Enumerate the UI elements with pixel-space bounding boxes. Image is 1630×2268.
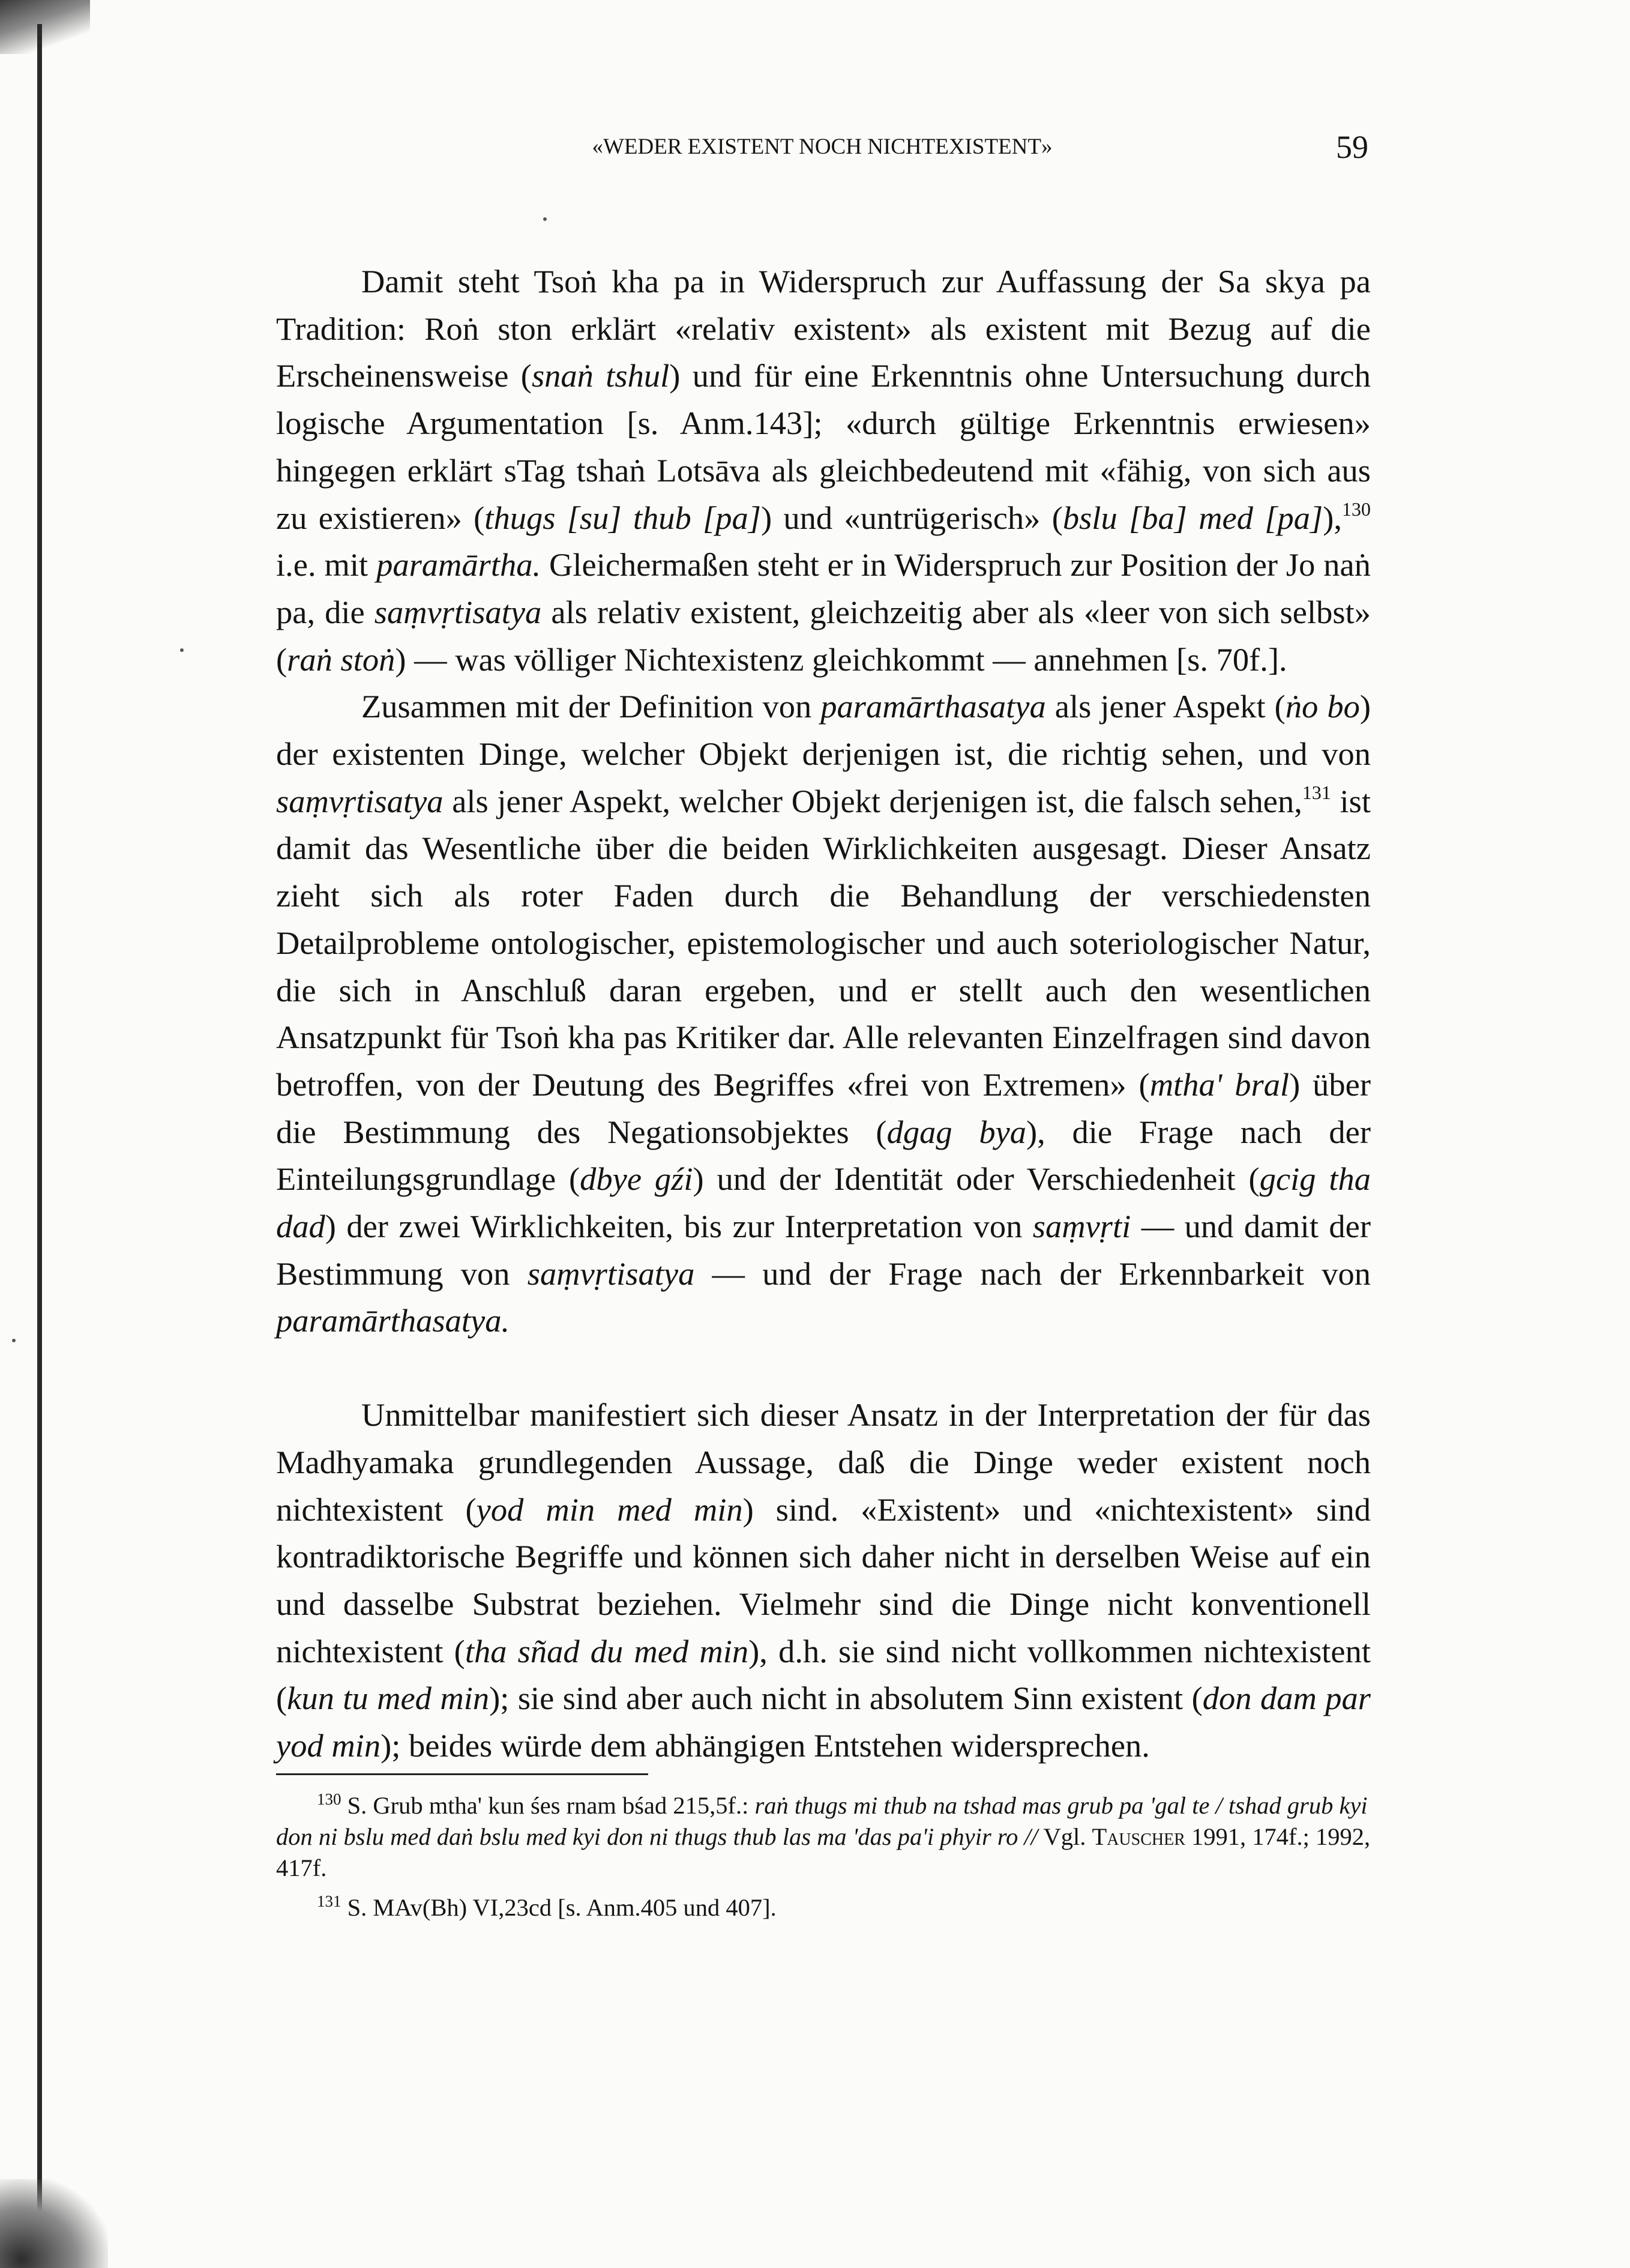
italic-term: tha sñad du med min: [465, 1632, 749, 1669]
text-run: S. MAv(Bh) VI,23cd [s. Anm.405 und 407].: [341, 1894, 777, 1921]
text-run: ), die Frage nach der Einteilungsgrundlage (: [276, 1113, 1371, 1198]
text-run: Vgl.: [1038, 1823, 1092, 1850]
paragraph: [276, 1392, 1371, 1770]
text-run: 1991, 174f.; 1992, 417f.: [276, 1823, 1371, 1881]
text-run: Damit steht Tsoṅ kha pa in Widerspruch zur Auffassung der Sa skya pa Tradition: Roṅ ston erklärt «relativ existent» als existent mit Bezug auf die Erscheinensweise (: [276, 263, 1371, 394]
text-run: ) sind. «Existent» und «nichtexistent» sind kontradiktorische Begriffe und können sich daher nicht in derselben Weise auf ein und dasselbe Substrat beziehen. Vielmehr sind die Dinge nicht konventionell nichtexistent (: [276, 1491, 1371, 1669]
paragraph: [276, 683, 1371, 1345]
italic-term: don dam par yod min: [276, 1680, 1371, 1764]
running-title: «WEDER EXISTENT NOCH NICHTEXISTENT»: [592, 134, 1053, 159]
footnote-separator: [276, 1773, 648, 1775]
italic-term: paramārthasatya: [820, 688, 1046, 725]
footnotes: [276, 1790, 1371, 1932]
text-run: ist damit das Wesentliche über die beiden Wirklichkeiten ausgesagt. Dieser Ansatz zieht sich als roter Faden durch die Behandlung der verschiedensten Detailprobleme ontologischer, epistemologischer und auch soteriologischer Natur, die sich in Anschluß daran ergeben, und er stellt auch den wesentlichen Ansatzpunkt für Tsoṅ kha pas Kritiker dar. Alle relevanten Einzelfragen sind davon betroffen, von der Deutung des Begriffes «frei von Extremen» (: [276, 782, 1371, 1103]
text-run: — und der Frage nach der Erkennbarkeit von: [694, 1255, 1371, 1292]
footnote-ref[interactable]: 131: [1302, 781, 1331, 803]
running-header: [276, 126, 1368, 168]
scan-binding-edge: [37, 24, 42, 2221]
paragraph: [276, 258, 1371, 683]
text-run: Unmittelbar manifestiert sich dieser Ansatz in der Interpretation der für das Madhyamaka grundlegenden Aussage, daß die Dinge weder existent noch nichtexistent (: [276, 1396, 1371, 1528]
text-run: als relativ existent, gleichzeitig aber als «leer von sich selbst» (: [276, 593, 1371, 678]
text-run: als jener Aspekt (: [1045, 688, 1286, 725]
text-run: als jener Aspekt, welcher Objekt derjenigen ist, die falsch sehen,: [443, 782, 1302, 819]
italic-term: snaṅ tshul: [531, 357, 670, 394]
page-number: 59: [1336, 129, 1368, 165]
italic-term: saṃvṛti: [1032, 1208, 1131, 1245]
text-run: ) und der Identität oder Verschiedenheit (: [693, 1160, 1260, 1198]
italic-term: mtha' bral: [1149, 1066, 1290, 1103]
scan-shadow-top: [0, 0, 90, 54]
footnote-number: 130: [317, 1790, 341, 1808]
italic-term: yod min med min: [476, 1491, 743, 1528]
footnote: [276, 1790, 1371, 1884]
italic-term: paramārtha.: [376, 546, 541, 584]
text-run: ) — was völliger Nichtexistenz gleichkommt — annehmen [s. 70f.].: [395, 641, 1287, 678]
italic-term: bslu [ba] med [pa]: [1062, 499, 1323, 536]
italic-term: saṃvṛtisatya: [527, 1255, 695, 1292]
text-run: ) über die Bestimmung des Negationsobjektes (: [276, 1066, 1371, 1150]
main-text: [276, 258, 1371, 1770]
text-run: ) der zwei Wirklichkeiten, bis zur Interpretation von: [325, 1208, 1033, 1245]
italic-term: gcig tha dad: [276, 1160, 1371, 1245]
text-run: ), d.h. sie sind nicht vollkommen nichtexistent (: [276, 1632, 1371, 1717]
footnote-number: 131: [317, 1892, 341, 1910]
text-run: Gleichermaßen steht er in Widerspruch zur Position der Jo naṅ pa, die: [276, 546, 1371, 630]
footnote: [276, 1892, 1371, 1923]
italic-term: kun tu med min: [287, 1680, 490, 1717]
text-run: ); sie sind aber auch nicht in absolutem Sinn existent (: [489, 1680, 1203, 1717]
footnote-ref[interactable]: 130: [1342, 498, 1371, 520]
italic-term: paramārthasatya.: [276, 1302, 510, 1339]
author-name: Tauscher: [1092, 1823, 1185, 1850]
italic-term: saṃvṛtisatya: [276, 782, 444, 819]
scan-shadow-bottom: [0, 2179, 108, 2268]
italic-term: dgag bya: [886, 1113, 1027, 1150]
text-run: i.e. mit: [276, 546, 377, 584]
text-run: ) der existenten Dinge, welcher Objekt derjenigen ist, die richtig sehen, und von: [276, 688, 1371, 773]
italic-term: raṅ thugs mi thub na tshad mas grub pa 'gal te / tshad grub kyi don ni bslu med daṅ bslu med kyi don ni thugs thub las ma 'das pa'i phyir ro //: [276, 1792, 1368, 1850]
text-run: S. Grub mtha' kun śes rnam bśad 215,5f.:: [341, 1792, 755, 1819]
scan-speck: [543, 217, 547, 221]
italic-term: raṅ stoṅ: [287, 641, 395, 678]
text-run: — und damit der Bestimmung von: [276, 1208, 1371, 1292]
italic-term: saṃvṛtisatya: [374, 593, 542, 630]
text-run: ),: [1323, 499, 1342, 536]
italic-term: ṅo bo: [1285, 688, 1360, 725]
text-run: ); beides würde dem abhängigen Entstehen widersprechen.: [380, 1727, 1150, 1764]
text-run: Zusammen mit der Definition von: [361, 688, 821, 725]
text-run: ) und für eine Erkenntnis ohne Untersuchung durch logische Argumentation [s. Anm.143]; «durch gültige Erkenntnis erwiesen» hingegen erklärt sTag tshaṅ Lotsāva als gleichbedeutend mit «fähig, von sich aus zu existieren» (: [276, 357, 1371, 536]
italic-term: dbye gźi: [580, 1160, 693, 1198]
scan-speck: [180, 648, 184, 652]
scan-speck: [12, 1339, 16, 1342]
text-run: ) und «untrügerisch» (: [760, 499, 1063, 536]
italic-term: thugs [su] thub [pa]: [484, 499, 761, 536]
